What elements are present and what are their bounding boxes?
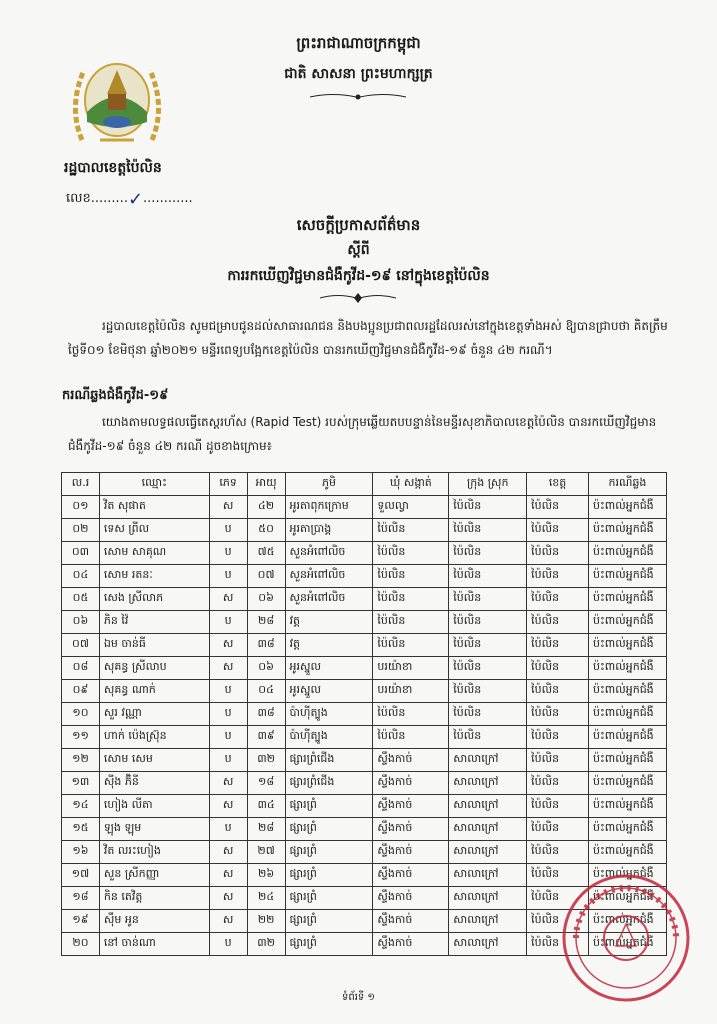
table-cell: ១៨ xyxy=(247,772,285,795)
table-cell: ១០ xyxy=(62,703,100,726)
table-row xyxy=(62,657,667,680)
table-cell: ផ្សារព្រំ xyxy=(285,887,373,910)
table-cell: ប៉ៃលិន xyxy=(527,657,589,680)
table-cell: ស្ទឹងកាច់ xyxy=(373,772,449,795)
table-cell: ០១ xyxy=(62,496,100,519)
table-cell: សាលាក្រៅ xyxy=(449,818,527,841)
table-cell: ប៉ៃលិន xyxy=(527,818,589,841)
table-cell: ប xyxy=(209,818,247,841)
table-cell: សាលាក្រៅ xyxy=(449,772,527,795)
national-motto: ជាតិ សាសនា ព្រះមហាក្សត្រ xyxy=(284,66,433,82)
table-cell: ស xyxy=(209,864,247,887)
table-cell: ស xyxy=(209,657,247,680)
table-cell: ស្ទឹងកាច់ xyxy=(373,749,449,772)
table-cell: ហាក់ ប៉េងស្រ៊ុន xyxy=(99,726,209,749)
page-number: ទំព័រទី ១ xyxy=(342,992,375,1003)
table-cell: អូរតាប្រាង្គ xyxy=(285,519,373,542)
table-cell: ស្ទឹងកាច់ xyxy=(373,795,449,818)
table-cell: ផ្សារព្រំ xyxy=(285,910,373,933)
col-header: ភេទ xyxy=(209,473,247,496)
table-cell: ប៉ៃលិន xyxy=(373,703,449,726)
table-cell: សោម រតនៈ xyxy=(99,565,209,588)
table-cell: ប៉ះពាល់អ្នកជំងឺ xyxy=(588,565,666,588)
table-cell: ១១ xyxy=(62,726,100,749)
table-cell: ស្ទឹងកាច់ xyxy=(373,910,449,933)
table-cell: ប៉ៃលិន xyxy=(373,519,449,542)
table-row xyxy=(62,519,667,542)
table-cell: ១២ xyxy=(62,749,100,772)
table-cell: ប៉ះពាល់អ្នកជំងឺ xyxy=(588,749,666,772)
table-cell: ០៧ xyxy=(62,634,100,657)
col-header: ករណីឆ្លង xyxy=(588,473,666,496)
table-cell: ប៉ៃលិន xyxy=(449,657,527,680)
table-cell: ឡុង ឡុម xyxy=(99,818,209,841)
table-cell: ០៩ xyxy=(62,680,100,703)
table-row xyxy=(62,611,667,634)
table-cell: វត្ត xyxy=(285,634,373,657)
table-row xyxy=(62,542,667,565)
table-cell: ទេស ព្រីល xyxy=(99,519,209,542)
col-header: ឃុំ សង្កាត់ xyxy=(373,473,449,496)
table-cell: ស្ទឹងកាច់ xyxy=(373,864,449,887)
table-cell: អូរស្នួល xyxy=(285,680,373,703)
table-cell: ០២ xyxy=(62,519,100,542)
table-cell: សាលាក្រៅ xyxy=(449,910,527,933)
table-cell: ស្ទឹងកាច់ xyxy=(373,841,449,864)
table-cell: ០៦ xyxy=(62,611,100,634)
table-cell: ប៉ៃលិន xyxy=(527,749,589,772)
table-cell: ប xyxy=(209,611,247,634)
table-cell: ស xyxy=(209,588,247,611)
table-cell: ០៤ xyxy=(247,680,285,703)
table-row xyxy=(62,496,667,519)
table-cell: សោម សេម xyxy=(99,749,209,772)
table-cell: ប៉ះពាល់អ្នកជំងឺ xyxy=(588,933,666,956)
table-cell: ២៦ xyxy=(247,864,285,887)
table-cell: ប៉ៃលិន xyxy=(449,611,527,634)
col-header: ក្រុង ស្រុក xyxy=(449,473,527,496)
table-cell: ផ្សារព្រំ xyxy=(285,864,373,887)
table-cell: ហៀង លីតា xyxy=(99,795,209,818)
table-header-row xyxy=(62,473,667,496)
table-cell: ផ្សារព្រំ xyxy=(285,795,373,818)
table-cell: ប៉ះពាល់អ្នកជំងឺ xyxy=(588,496,666,519)
table-cell: ស xyxy=(209,772,247,795)
table-cell: ១៣ xyxy=(62,772,100,795)
table-cell: ៣៤ xyxy=(247,795,285,818)
table-cell: ១៦ xyxy=(62,841,100,864)
table-cell: ទួលល្វា xyxy=(373,496,449,519)
table-cell: ប៉ៃលិន xyxy=(527,542,589,565)
col-header: ឈ្មោះ xyxy=(99,473,209,496)
table-row xyxy=(62,749,667,772)
table-cell: ប៉ះពាល់អ្នកជំងឺ xyxy=(588,611,666,634)
document-subtitle: ស្តីពី xyxy=(347,242,370,258)
table-cell: ប៉ៃលិន xyxy=(527,726,589,749)
table-row xyxy=(62,634,667,657)
table-cell: សេង ស្រីលាភ xyxy=(99,588,209,611)
col-header: ខេត្ត xyxy=(527,473,589,496)
table-cell: ស xyxy=(209,841,247,864)
table-cell: ១៥ xyxy=(62,818,100,841)
table-cell: ប xyxy=(209,680,247,703)
table-cell: ផ្សារព្រំ xyxy=(285,818,373,841)
table-cell: ប៉ៃលិន xyxy=(527,933,589,956)
table-cell: ០៨ xyxy=(62,657,100,680)
section-heading: ករណីឆ្លងជំងឺកូវីដ-១៩ xyxy=(62,388,169,403)
table-cell: ប៉ៃលិន xyxy=(449,588,527,611)
table-cell: ស្ទឹងកាច់ xyxy=(373,933,449,956)
section-paragraph: យោងតាមលទ្ធផលធ្វើតេស្តរហ័ស (Rapid Test) របស់ក្រុមឆ្លើយតបបន្ទាន់នៃមន្ទីរសុខាភិបាលខេត្តប៉ៃលិន បានរកឃើញវិជ្ជមានជំងឺកូវីដ-១៩ ចំនួន ៤២ ករណី ដូចខាងក្រោម៖ xyxy=(68,415,657,453)
table-cell: ប៉ៃលិន xyxy=(527,611,589,634)
table-cell: សាលាក្រៅ xyxy=(449,933,527,956)
table-cell: ស xyxy=(209,634,247,657)
table-cell: ១៧ xyxy=(62,864,100,887)
table-cell: ៥០ xyxy=(247,519,285,542)
table-cell: ប xyxy=(209,726,247,749)
table-cell: ប៉ៃលិន xyxy=(373,565,449,588)
table-cell: សុគន្ធ ស្រីលាប xyxy=(99,657,209,680)
table-cell: បរយ៉ាខា xyxy=(373,657,449,680)
table-cell: ប xyxy=(209,542,247,565)
table-cell: ១៨ xyxy=(62,887,100,910)
table-cell: ប៉ាហ៊ីត្បូង xyxy=(285,703,373,726)
table-row xyxy=(62,588,667,611)
table-cell: ប៉ៃលិន xyxy=(527,795,589,818)
table-cell: ប៉ៃលិន xyxy=(527,703,589,726)
table-cell: ស្ទឹងកាច់ xyxy=(373,818,449,841)
table-cell: ប៉ៃលិន xyxy=(527,887,589,910)
table-row xyxy=(62,772,667,795)
table-cell: ប៉ះពាល់អ្នកជំងឺ xyxy=(588,795,666,818)
ornament-divider-icon xyxy=(308,92,408,102)
table-cell: ៣២ xyxy=(247,933,285,956)
table-cell: ប៉ៃលិន xyxy=(527,496,589,519)
table-cell: ស៊ឹម អូន xyxy=(99,910,209,933)
table-cell: ប៉ះពាល់អ្នកជំងឺ xyxy=(588,818,666,841)
table-cell: ០៦ xyxy=(247,588,285,611)
table-cell: សួន ស្រីកញ្ញា xyxy=(99,864,209,887)
table-cell: វិត សុផាត xyxy=(99,496,209,519)
table-cell: ប៉ៃលិន xyxy=(449,519,527,542)
table-cell: ប៉ៃលិន xyxy=(527,634,589,657)
kingdom-heading: ព្រះរាជាណាចក្រកម្ពុជា xyxy=(296,34,421,52)
table-cell: ប៉ៃលិន xyxy=(449,634,527,657)
reference-dots: ............ xyxy=(143,191,193,206)
table-cell: ប៉ះពាល់អ្នកជំងឺ xyxy=(588,864,666,887)
table-cell: ផ្សារព្រំ xyxy=(285,841,373,864)
document-title: សេចក្តីប្រកាសព័ត៌មាន xyxy=(296,216,421,234)
table-cell: សាលាក្រៅ xyxy=(449,864,527,887)
table-cell: ប xyxy=(209,565,247,588)
table-cell: ស៊ីង ភ៊ិនី xyxy=(99,772,209,795)
official-seal-icon xyxy=(556,868,696,1008)
title-ornament-icon xyxy=(318,292,398,304)
table-cell: ប៉ះពាល់អ្នកជំងឺ xyxy=(588,910,666,933)
document-topic: ការរកឃើញវិជ្ជមានជំងឺកូវីដ-១៩ នៅក្នុងខេត្តប៉ៃលិន xyxy=(227,268,490,284)
table-cell: ប៉ៃលិន xyxy=(527,772,589,795)
table-cell: សាលាក្រៅ xyxy=(449,795,527,818)
table-cell: ប៉ះពាល់អ្នកជំងឺ xyxy=(588,772,666,795)
table-cell: ភិន វ៉ៃ xyxy=(99,611,209,634)
issuing-authority: រដ្ឋបាលខេត្តប៉ៃលិន xyxy=(64,160,162,176)
table-cell: ១៤ xyxy=(62,795,100,818)
table-cell: វិត លរះហៀង xyxy=(99,841,209,864)
table-cell: ប៉ៃលិន xyxy=(373,726,449,749)
table-cell: សាលាក្រៅ xyxy=(449,749,527,772)
checkmark-icon: ✓ xyxy=(127,189,144,210)
table-cell: សាលាក្រៅ xyxy=(449,841,527,864)
table-cell: ០៥ xyxy=(62,588,100,611)
table-cell: ប៉ះពាល់អ្នកជំងឺ xyxy=(588,680,666,703)
table-cell: សួនអំពៅលិច xyxy=(285,588,373,611)
table-cell: ប៉ៃលិន xyxy=(449,726,527,749)
table-cell: ប៉ះពាល់អ្នកជំងឺ xyxy=(588,588,666,611)
table-cell: ០៧ xyxy=(247,565,285,588)
table-cell: ប xyxy=(209,703,247,726)
table-row xyxy=(62,726,667,749)
table-cell: សាលាក្រៅ xyxy=(449,887,527,910)
table-cell: ផ្សារព្រំ xyxy=(285,933,373,956)
table-cell: ប៉ះពាល់អ្នកជំងឺ xyxy=(588,519,666,542)
table-row xyxy=(62,565,667,588)
table-cell: ផ្សារព្រំជើង xyxy=(285,772,373,795)
reference-label: លេខ......... xyxy=(66,191,128,206)
table-cell: ៣៩ xyxy=(247,726,285,749)
table-row xyxy=(62,818,667,841)
table-cell: ២៧ xyxy=(247,841,285,864)
table-cell: ប៉ះពាល់អ្នកជំងឺ xyxy=(588,542,666,565)
table-cell: ប xyxy=(209,933,247,956)
table-cell: ប៉ៃលិន xyxy=(449,703,527,726)
table-cell: ប៉ៃលិន xyxy=(527,864,589,887)
table-cell: បរយ៉ាខា xyxy=(373,680,449,703)
table-cell: ៣២ xyxy=(247,749,285,772)
table-cell: ប៉ះពាល់អ្នកជំងឺ xyxy=(588,887,666,910)
table-cell: ស xyxy=(209,795,247,818)
table-row xyxy=(62,841,667,864)
table-cell: សោម សាគុណ xyxy=(99,542,209,565)
table-cell: ប៉ៃលិន xyxy=(449,542,527,565)
table-cell: ប៉ៃលិន xyxy=(527,910,589,933)
table-cell: កិន តេវិត្ត xyxy=(99,887,209,910)
table-cell: ប៉ៃលិន xyxy=(527,680,589,703)
table-cell: ស xyxy=(209,887,247,910)
col-header: អាយុ xyxy=(247,473,285,496)
table-cell: ប៉ៃលិន xyxy=(449,496,527,519)
table-cell: ៧៥ xyxy=(247,542,285,565)
table-cell: ២២ xyxy=(247,910,285,933)
table-cell: ប៉ៃលិន xyxy=(373,542,449,565)
table-cell: ១៩ xyxy=(62,910,100,933)
table-cell: ប៉ៃលិន xyxy=(527,565,589,588)
table-cell: ០៣ xyxy=(62,542,100,565)
table-cell: ០៤ xyxy=(62,565,100,588)
table-cell: ប៉ៃលិន xyxy=(373,611,449,634)
table-cell: ២៨ xyxy=(247,818,285,841)
table-cell: ស្ទឹងកាច់ xyxy=(373,887,449,910)
table-cell: ២៤ xyxy=(247,887,285,910)
table-cell: ៤២ xyxy=(247,496,285,519)
table-cell: ៣៨ xyxy=(247,634,285,657)
intro-paragraph: រដ្ឋបាលខេត្តប៉ៃលិន សូមជម្រាបជូនដល់សាធារណជន និងបងប្អូនប្រជាពលរដ្ឋដែលរស់នៅក្នុងខេត្តទាំងអស់ ឱ្យបានជ្រាបថា គិតត្រឹមថ្ងៃទី០១ ខែមិថុនា ឆ្នាំ២០២១ មន្ទីរពេទ្យបង្អែកខេត្តប៉ៃលិន បានរកឃើញវិជ្ជមានជំងឺកូវីដ-១៩ ចំនួន ៤២ ករណី។ xyxy=(68,319,668,357)
table-cell: ស xyxy=(209,496,247,519)
table-cell: ឯម ចាន់ធី xyxy=(99,634,209,657)
table-cell: អូរតាពុកក្រោម xyxy=(285,496,373,519)
table-row xyxy=(62,795,667,818)
table-cell: សួរ វណ្ណា xyxy=(99,703,209,726)
table-cell: សួនអំពៅលិច xyxy=(285,565,373,588)
table-cell: ប៉ៃលិន xyxy=(373,588,449,611)
table-cell: នៅ ចាន់ណា xyxy=(99,933,209,956)
table-cell: សួនអំពៅលិច xyxy=(285,542,373,565)
reference-number xyxy=(66,186,193,209)
table-cell: ប៉ះពាល់អ្នកជំងឺ xyxy=(588,634,666,657)
table-cell: ៣៨ xyxy=(247,703,285,726)
table-cell: ប៉ៃលិន xyxy=(373,634,449,657)
table-cell: ប៉ះពាល់អ្នកជំងឺ xyxy=(588,657,666,680)
table-cell: ប៉ៃលិន xyxy=(449,565,527,588)
table-cell: ប៉ះពាល់អ្នកជំងឺ xyxy=(588,726,666,749)
table-cell: ប៉ះពាល់អ្នកជំងឺ xyxy=(588,703,666,726)
table-cell: ប៉ៃលិន xyxy=(527,841,589,864)
table-cell: ២០ xyxy=(62,933,100,956)
table-cell: សុគន្ធ ណាក់ xyxy=(99,680,209,703)
table-cell: ២៨ xyxy=(247,611,285,634)
table-cell: ប៉ៃលិន xyxy=(527,588,589,611)
table-row xyxy=(62,703,667,726)
col-header: ភូមិ xyxy=(285,473,373,496)
table-cell: អូរស្នួល xyxy=(285,657,373,680)
table-cell: វត្ត xyxy=(285,611,373,634)
table-cell: ប៉ៃលិន xyxy=(449,680,527,703)
table-cell: ប៉ៃលិន xyxy=(527,519,589,542)
table-cell: ០៦ xyxy=(247,657,285,680)
table-cell: ប៉ះពាល់អ្នកជំងឺ xyxy=(588,841,666,864)
provincial-emblem-icon xyxy=(62,52,172,152)
table-cell: ប xyxy=(209,749,247,772)
table-cell: ផ្សារព្រំជើង xyxy=(285,749,373,772)
table-cell: ប xyxy=(209,519,247,542)
table-cell: ប៉ាហ៊ីត្បូង xyxy=(285,726,373,749)
table-row xyxy=(62,680,667,703)
table-cell: ស xyxy=(209,910,247,933)
col-header: ល.រ xyxy=(62,473,100,496)
